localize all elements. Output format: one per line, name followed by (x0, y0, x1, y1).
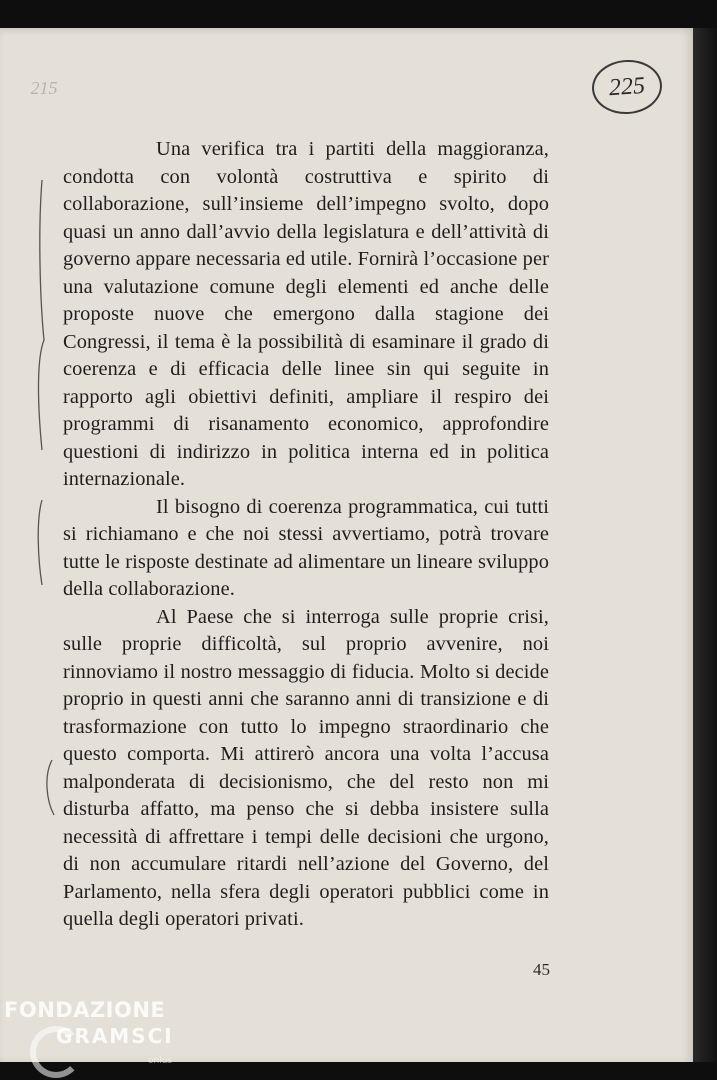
margin-bracket-1 (39, 180, 45, 450)
archive-pencil-mark: 215 (30, 77, 58, 98)
paragraph-2: Il bisogno di coerenza programmatica, cui tutti si richiamano e che noi stessi avvertiamo, potrà trovare tutte le risposte destinate ad alimentare un lineare sviluppo della collaborazione. (63, 495, 549, 600)
watermark-line1: FONDAZIONE (4, 998, 166, 1022)
watermark-line2: GRAMSCI (56, 1024, 174, 1048)
archive-page-stamp: 225 (590, 58, 664, 117)
watermark-line3: onlus (148, 1056, 173, 1066)
paragraph-1: Una verifica tra i partiti della maggioranza, condotta con volontà costruttiva e spirito di collaborazione, sull’insieme dell’impegno svolto, dopo quasi un anno dall’avvio della legislatura e dell’attività di governo appare necessaria ed utile. Fornirà l’occasione per una valutazione comune degli elementi ed anche delle proposte nuove che emergono dalla stagione dei Congressi, il tema è la possibilità di esaminare il grado di coerenza e di efficacia delle linee sin qui seguite in rapporto agli obiettivi definiti, ampliare il respiro dei programmi di risanamento economico, approfondire questioni di indirizzo in politica interna ed in politica internazionale. (63, 138, 549, 490)
page-number: 45 (533, 960, 550, 979)
margin-bracket-3 (47, 760, 54, 815)
archive-watermark (4, 998, 204, 1078)
margin-bracket-2 (38, 500, 42, 585)
paragraph-3: Al Paese che si interroga sulle proprie crisi, sulle proprie difficoltà, sul proprio avvenire, noi rinnoviamo il nostro messaggio di fiducia. Molto si decide proprio in questi anni che saranno anni di transizione e di trasformazione con tutto lo impegno straordinario che questo comporta. Mi attirerò ancora una volta l’accusa malponderata di decisionismo, che del resto non mi disturba affatto, ma penso che si debba insistere sulla necessità di affrettare i tempi delle decisioni che urgono, di non accumulare ritardi nell’azione del Governo, del Parlamento, nella sfera degli operatori pubblici come in quella degli operatori privati. (63, 605, 549, 930)
